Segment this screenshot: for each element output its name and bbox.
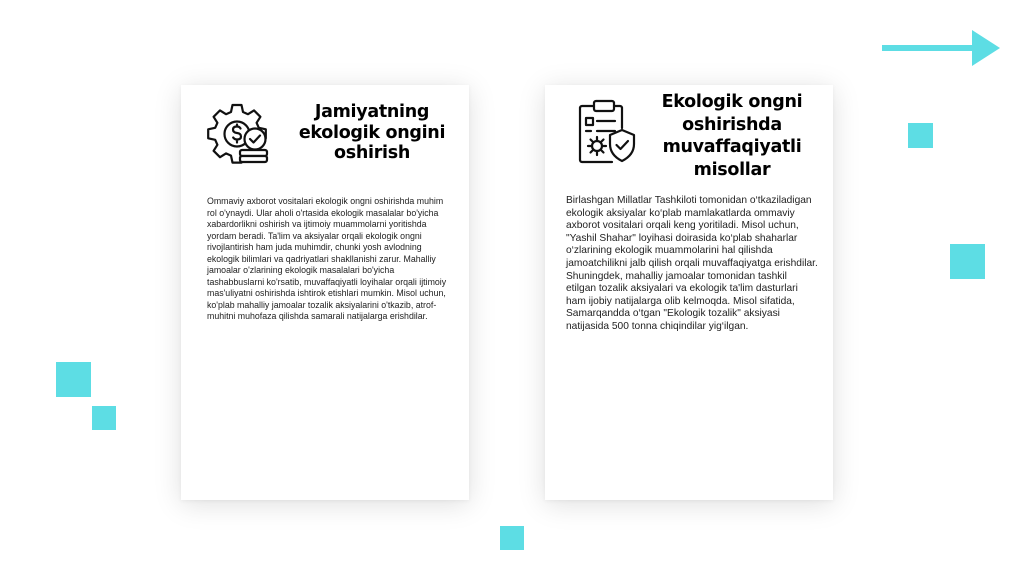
title-line: oshirish	[334, 143, 410, 163]
right-card-title	[645, 91, 819, 181]
arrow-right-head	[972, 30, 1000, 66]
gear-dollar-coins-icon	[206, 102, 270, 166]
title-line: muvaffaqiyatli	[662, 137, 802, 157]
left-card-title	[285, 102, 459, 164]
deco-square	[500, 526, 524, 550]
title-line: Ekologik ongni	[661, 92, 803, 112]
left-card-body: Ommaviy axborot vositalari ekologik ongni oshirishda muhim rol o'ynaydi. Ular aholi o'rtasida ekologik masalalar bo'yicha xabardorlikni oshirish va ijtimoiy muammolarni yoritishda yordam beradi. Ta'lim va aksiyalar orqali ekologik ongni rivojlantirish ham juda muhimdir, chunki yosh avlodning ekologik bilimlari va qadriyatlari shakllanishi zarur. Mahalliy jamoalar o'zlarining ekologik masalalari bo'yicha tashabbuslarni ko'rsatib, muvaffaqiyatli loyihalar orqali ijtimoiy mas'uliyatni oshirishda ishtirok etishlari mumkin. Misol uchun, ko'plab mahalliy jamoalar tozalik aksiyalarini o'tkazib, atrof-muhitni muhofaza qilishda samarali natijalarga erishdilar.	[207, 196, 447, 321]
left-card	[181, 85, 469, 500]
deco-square	[908, 123, 933, 148]
arrow-right-icon	[882, 45, 978, 51]
title-line: oshirishda	[682, 114, 782, 135]
deco-square	[92, 406, 116, 430]
clipboard-checklist-shield-icon	[576, 98, 636, 164]
right-card	[545, 85, 833, 500]
title-line: misollar	[693, 159, 771, 180]
deco-square	[56, 362, 91, 397]
title-line: ekologik ongini	[298, 122, 446, 143]
deco-square	[950, 244, 985, 279]
title-line: Jamiyatning	[314, 102, 430, 122]
right-card-body: Birlashgan Millatlar Tashkiloti tomonidan o‘tkaziladigan ekologik aksiyalar ko‘plab mamlakatlarda ommaviy axborot vositalari orqali keng yoritiladi. Misol uchun, "Yashil Shahar" loyihasi doirasida ko‘plab shaharlar o‘zlarining ekologik muammolarini hal qilishda jamoatchilikni jalb qilish orqali muvaffaqiyatga erishdilar. Shuningdek, mahalliy jamoalar tomonidan tashkil etilgan tozalik aksiyalari va ekologik ta'lim dasturlari ham ijobiy natijalarga olib kelmoqda. Misol sifatida, Samarqandda o‘tgan "Ekologik tozalik" aksiyasi natijasida 500 tonna chiqindilar yig‘ilgan.	[566, 195, 818, 332]
